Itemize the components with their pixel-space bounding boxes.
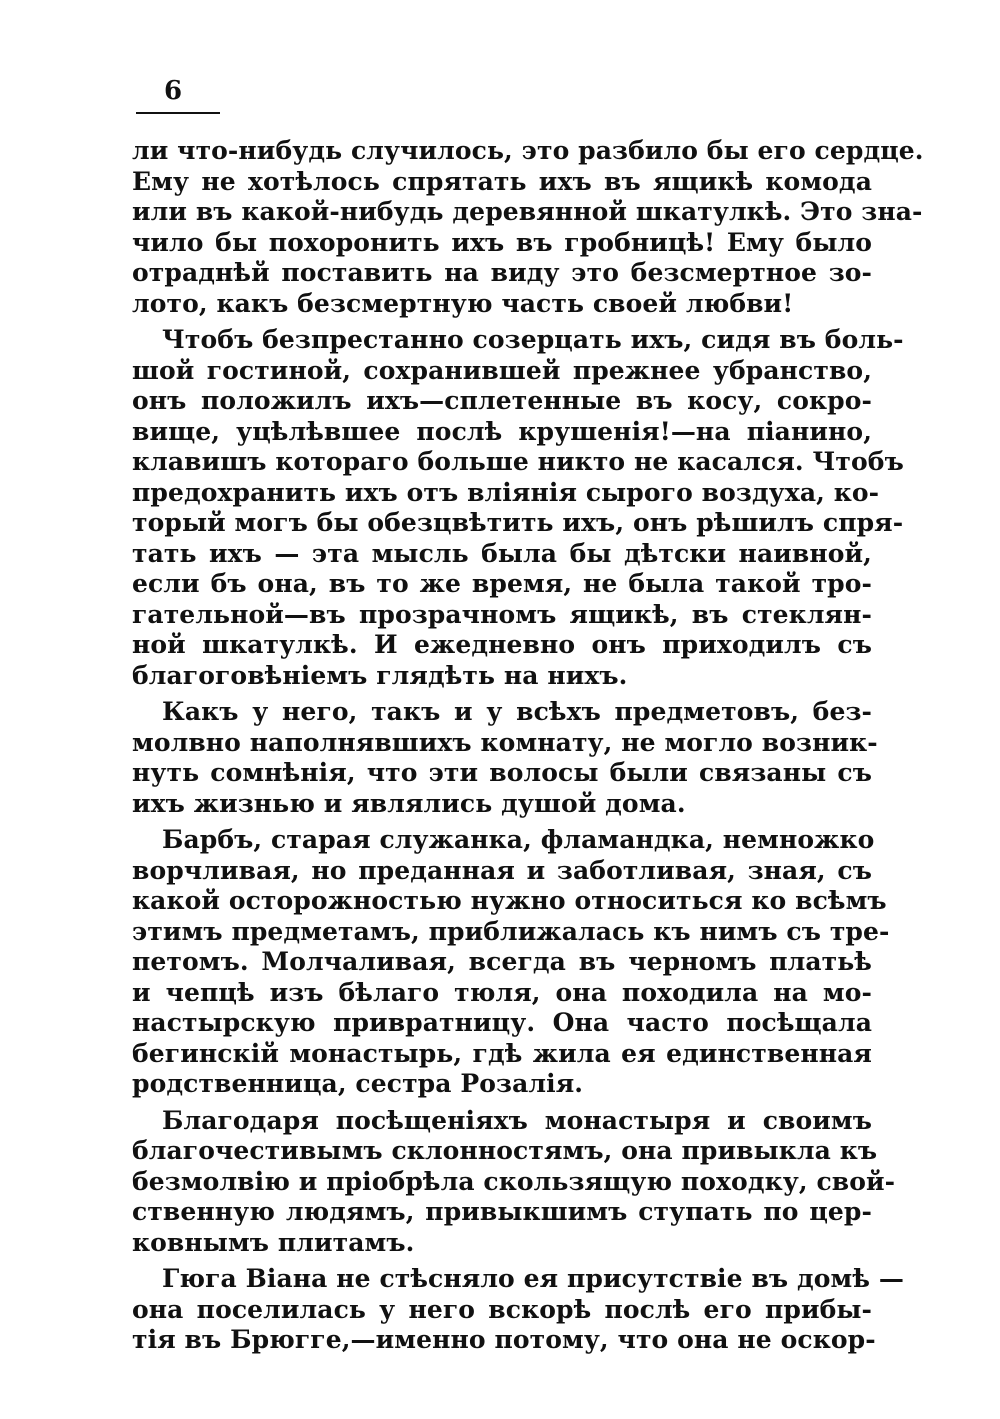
paragraph	[132, 1264, 904, 1356]
text-line: родственница, сестра Розалія.	[132, 1069, 584, 1098]
text-line: чило бы похоронить ихъ въ гробницѣ! Ему было	[132, 227, 872, 257]
text-line: настырскую привратницу. Она часто посѣщала	[132, 1008, 872, 1037]
text-line: нуть сомнѣнія, что эти волосы были связаны съ	[132, 758, 872, 787]
text-line: ной шкатулкѣ. И ежедневно онъ приходилъ съ	[132, 630, 872, 659]
text-line: Благодаря посѣщеніяхъ монастыря и своимъ	[162, 1105, 872, 1135]
text-line: предохранить ихъ отъ вліянія сырого воздуха, ко-	[132, 477, 880, 507]
text-line: ихъ жизнью и являлись душой дома.	[132, 788, 686, 818]
text-line: гательной—въ прозрачномъ ящикѣ, въ стеклян-	[132, 599, 872, 629]
text-line: клавишъ котораго больше никто не касался. Чтобъ	[132, 447, 904, 476]
text-line: Чтобъ безпрестанно созерцать ихъ, сидя въ боль-	[162, 325, 904, 354]
paragraph	[132, 1105, 896, 1259]
text-line: она поселилась у него вскорѣ послѣ его прибы-	[132, 1294, 872, 1324]
text-line: или въ какой-нибудь деревянной шкатулкѣ. Это зна-	[132, 197, 923, 226]
text-line: безмолвію и пріобрѣла скользящую походку, свой-	[132, 1166, 896, 1196]
text-line: ственную людямъ, привыкшимъ ступать по цер-	[132, 1197, 872, 1226]
text-line: Какъ у него, такъ и у всѣхъ предметовъ, без-	[162, 697, 872, 726]
text-line: этимъ предметамъ, приближалась къ нимъ съ тре-	[132, 916, 890, 946]
text-body	[132, 136, 924, 1362]
text-line: петомъ. Молчаливая, всегда въ черномъ платьѣ	[132, 947, 872, 976]
text-line: отраднѣй поставить на виду это безсмертное зо-	[132, 258, 872, 287]
text-line: тать ихъ — эта мысль была бы дѣтски наивной,	[132, 538, 872, 568]
text-line: ли что-нибудь случилось, это разбило бы его сердце.	[132, 136, 924, 165]
paragraph	[132, 136, 924, 319]
text-line: какой осторожностью нужно относиться ко всѣмъ	[132, 886, 887, 915]
page-number: 6	[164, 76, 183, 106]
text-line: бегинскій монастырь, гдѣ жила ея единственная	[132, 1038, 872, 1068]
text-line: вище, уцѣлѣвшее послѣ крушенія!—на піанино,	[132, 416, 872, 446]
page-number-rule	[136, 112, 220, 114]
paragraph	[132, 697, 878, 819]
text-line: Ему не хотѣлось спрятать ихъ въ ящикѣ комода	[132, 166, 872, 196]
text-line: онъ положилъ ихъ—сплетенные въ косу, сокро-	[132, 386, 872, 415]
text-line: ковнымъ плитамъ.	[132, 1227, 415, 1257]
text-line: шой гостиной, сохранившей прежнее убранство,	[132, 355, 872, 385]
text-line: ворчливая, но преданная и заботливая, зная, съ	[132, 855, 872, 885]
text-line: Гюга Віана не стѣсняло ея присутствіе въ домѣ —	[162, 1264, 904, 1293]
text-line: если бъ она, въ то же время, не была такой тро-	[132, 569, 872, 598]
text-line: торый могъ бы обезцвѣтить ихъ, онъ рѣшилъ спря-	[132, 508, 904, 537]
text-line: лото, какъ безсмертную часть своей любви!	[132, 288, 794, 318]
text-line: и чепцѣ изъ бѣлаго тюля, она походила на мо-	[132, 977, 872, 1007]
paragraph	[132, 825, 890, 1100]
text-line: благоговѣніемъ глядѣть на нихъ.	[132, 660, 628, 690]
text-line: Барбъ, старая служанка, фламандка, немножко	[162, 825, 875, 854]
text-line: тія въ Брюгге,—именно потому, что она не оскор-	[132, 1325, 876, 1354]
paragraph	[132, 325, 904, 691]
text-line: благочестивымъ склонностямъ, она привыкла къ	[132, 1136, 878, 1165]
text-line: молвно наполнявшихъ комнату, не могло возник-	[132, 727, 878, 757]
